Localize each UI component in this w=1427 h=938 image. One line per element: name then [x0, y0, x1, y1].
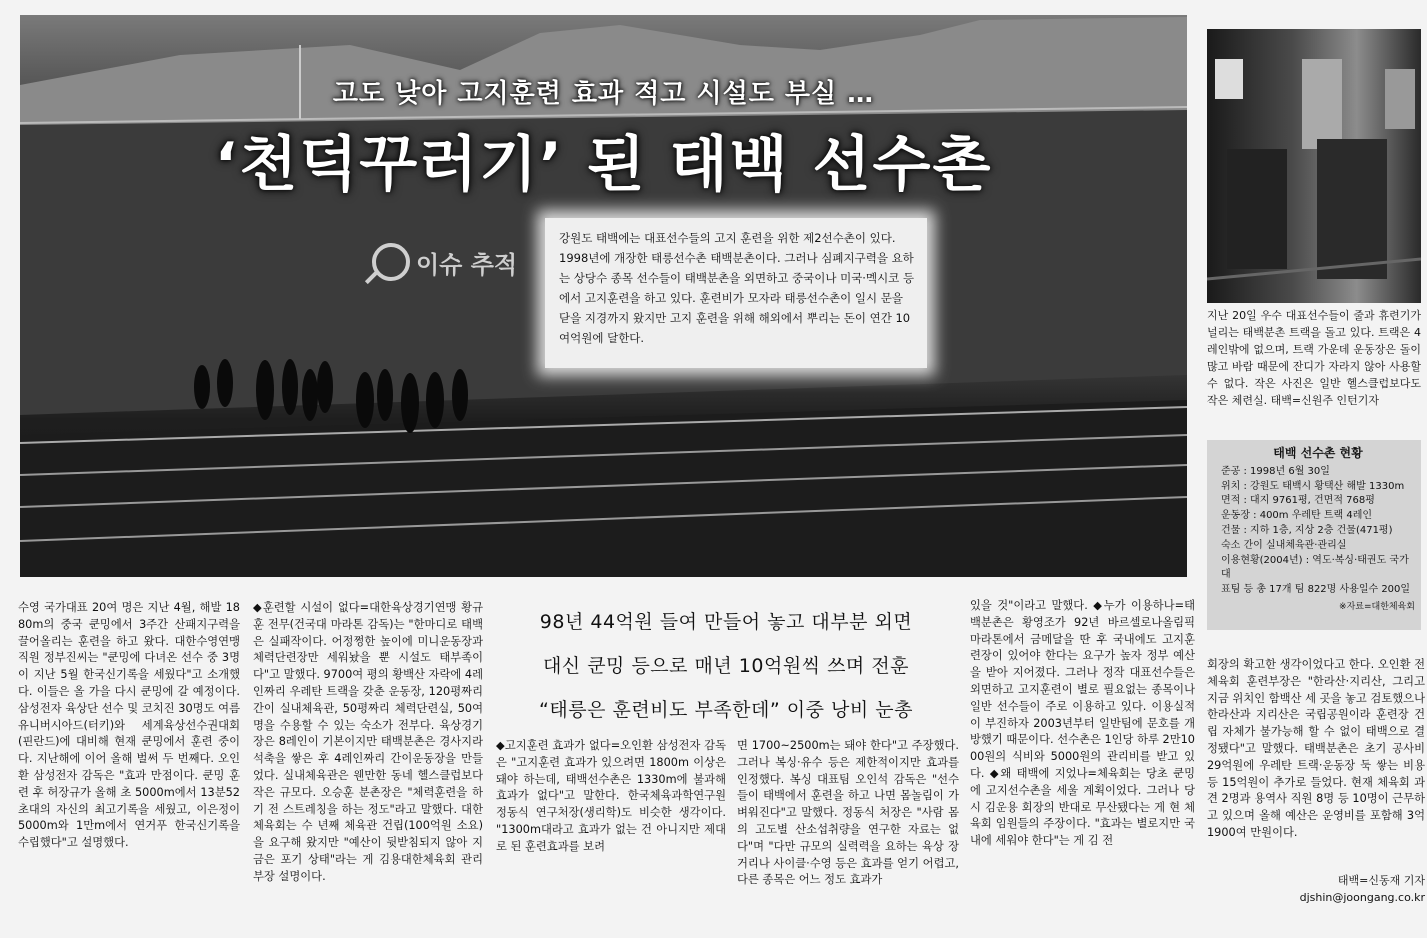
byline — [1250, 872, 1425, 906]
kicker: 고도 낮아 고지훈련 효과 적고 시설도 부실 … — [332, 79, 875, 109]
byline-email: djshin@joongang.co.kr — [1299, 891, 1425, 904]
info-line: 면적 : 대지 9761평, 건면적 768평 — [1221, 495, 1375, 507]
gym-illustration — [1207, 29, 1421, 303]
info-line: 건물 : 지하 1층, 지상 2층 건물(471평) — [1221, 524, 1393, 536]
side-photo-caption: 지난 20일 우수 대표선수들이 줄과 휴련기가 널리는 태백분촌 트랙을 돌고 있다. 트랙은 4레인밖에 없으며, 트랙 가운데 운동장은 돌이 많고 바람 때문에 잔디가 자라지 않아 사용할 수 없다. 작은 사진은 일반 헬스클럽보다도 작은 체련실. 태백=신원주 인턴기자 — [1207, 309, 1421, 407]
subheadline — [496, 600, 956, 732]
info-line: 표팀 등 총 17개 팀 822명 사용일수 200일 — [1221, 584, 1411, 596]
subhead-line: 98년 44억원 들여 만들어 놓고 대부분 외면 — [539, 611, 913, 633]
article-column-5: 있을 것"이라고 말했다. ◆누가 이용하나=태백분촌은 황영조가 92년 바르셀로나올림픽 마라톤에서 금메달을 딴 후 국내에도 고지훈련장이 있어야 한다는 요구가 높자 정부 예산을 받아 지어졌다. 그러나 정작 대표선수들은 외면하고 고지훈련이 별로 필요없는 종목이나 일반 선수들이 주로 이용하고 있다. 이용실적이 부진하자 2003년부터 일반팀에 문호를 개방했기 때문이다. 선수촌은 1인당 하루 2만1000원의 식비와 5000원의 관리비를 받고 있다. ◆왜 태백에 지었나=체육회는 당초 쿤밍에 고지선수촌을 세울 계획이었다. 그러나 당시 김운용 회장의 반대로 무산됐다는 게 현 체육회 임원들의 주장이다. "효과는 별로지만 국내에 세워야 한다"는 게 김 전 — [970, 599, 1195, 848]
subhead-line: “태릉은 훈련비도 부족한데” 이중 낭비 눈총 — [539, 699, 913, 721]
subhead-line: 대신 쿤밍 등으로 매년 10억원씩 쓰며 전훈 — [542, 655, 910, 677]
article-column-2: ◆훈련할 시설이 없다=대한육상경기연맹 황규훈 전무(건국대 마라톤 감독)는 "한마디로 태백은 실패작이다. 어정쩡한 높이에 미니운동장과 체력단련장만 세워놨을 뿐 시설도 태부족이다"고 말했다. 9700여 평의 황백산 자락에 4레인짜리 우레탄 트랙을 갖춘 운동장, 120평짜리 간이 실내체육관, 50평짜리 체력단련실, 50여 명을 수용할 수 있는 숙소가 전부다. 육상경기장은 8레인이 기본이지만 태백분촌은 경사지라 석축을 쌓은 후 4레인짜리 간이운동장을 만들었다. 실내체육관은 웬만한 동네 헬스클럽보다 작은 규모다. 오승훈 분촌장은 "체력훈련을 하기 전 스트레칭을 하는 정도"라고 말했다. 대한체육회는 수 년째 체육관 건립(100억원 소요)을 요구해 왔지만 "예산이 뒷받침되지 않아 지금은 포기 상태"라는 게 김용대한체육회 관리부장 설명이다. — [253, 601, 483, 883]
issue-tag-label: 이슈 추적 — [416, 250, 518, 279]
info-box-source: ※자료=대한체육회 — [1339, 601, 1415, 612]
headline: ‘천덕꾸러기’ 된 태백 선수촌 — [214, 130, 993, 200]
info-box — [1207, 440, 1421, 630]
article-column-1: 수영 국가대표 20여 명은 지난 4월, 해발 1880m의 중국 쿤밍에서 3주간 산패지구력을 끌어올리는 훈련을 하고 왔다. 대한수영연맹 직원 정부진씨는 "쿤밍에 다녀온 선수 중 3명이 지난 5월 한국신기록을 세웠다"고 소개했다. 이들은 올 가을 다시 쿤밍에 갈 예정이다. 삼성전자 육상단 선수 및 코치진 30명도 여름유니버시아드(터키)와 세계육상선수권대회(핀란드)에 대비해 현재 쿤밍에서 훈련 중이다. 지난해에 이어 올해 벌써 두 번째다. 오인환 삼성전자 감독은 "효과 만점이다. 쿤밍 훈련 후 허장규가 올해 초 5000m에서 13분52초대의 자신의 최고기록을 세웠고, 이은정이 5000m와 1만m에서 연거푸 한국신기록을 수립했다"고 설명했다. — [18, 601, 240, 850]
article-column-4: 면 1700~2500m는 돼야 한다"고 주장했다. 그러나 복싱·유수 등은 제한적이지만 효과를 인정했다. 복싱 대표팀 오인석 감독은 "선수들이 태백에서 훈련을 하고 나면 몸놀림이 가벼워진다"고 말했다. 정동식 처장은 "사람 몸의 고도별 산소섭취량을 연구한 자료는 없다"며 "다만 규모의 실력력을 요하는 육상 장거리나 사이클·수영 등은 효과를 얻기 어렵고, 다른 종목은 어느 정도 효과가 — [737, 739, 959, 887]
info-box-title: 태백 선수촌 현황 — [1273, 446, 1363, 460]
side-photo-gym — [1207, 29, 1421, 303]
magnifier-icon — [372, 243, 410, 281]
article-column-6: 회장의 확고한 생각이었다고 한다. 오인환 전 체육회 훈련부장은 "한라산·지리산, 그리고 지금 위치인 함백산 세 곳을 놓고 검토했으나 한라산과 지리산은 국립공원이라 훈련장 건립 자체가 불가능해 할 수 없이 태백으로 결정됐다"고 말했다. 태백분촌은 초기 공사비 29억원에 우레탄 트랙·운동장 둑 쌓는 비용 등 15억원이 추가로 들었다. 현재 체육회 과견 2명과 용역사 직원 8명 등 10명이 근무하고 있으며 올해 예산은 운영비를 포함해 3억1900여 만원이다. — [1207, 658, 1425, 839]
info-line: 운동장 : 400m 우레탄 트랙 4레인 — [1221, 510, 1373, 522]
info-line: 준공 : 1998년 6월 30일 — [1221, 465, 1330, 477]
byline-name: 태백=신동재 기자 — [1337, 874, 1425, 887]
info-line: 위치 : 강원도 태백시 황택산 해발 1330m — [1221, 480, 1405, 492]
info-line: 이용현황(2004년) : 역도·복싱·태권도 국가대 — [1221, 554, 1409, 581]
lead-summary: 강원도 태백에는 대표선수들의 고지 훈련을 위한 제2선수촌이 있다. 1998년에 개장한 태릉선수촌 태백분촌이다. 그러나 심폐지구력을 요하는 상당수 종목 선수들이 태백분촌을 외면하고 중국이나 미국·멕시코 등에서 고지훈련을 하고 있다. 훈련비가 모자라 태릉선수촌이 일시 문을 닫을 지경까지 왔지만 고지 훈련을 위해 해외에서 뿌리는 돈이 연간 10여억원에 달한다. — [545, 218, 927, 368]
issue-tag — [372, 243, 517, 281]
article-column-3: ◆고지훈련 효과가 없다=오인환 삼성전자 감독은 "고지훈련 효과가 있으려면 1800m 이상은 돼야 하는데, 태백선수촌은 1330m에 불과해 효과가 없다"고 말한다. 한국체육과학연구원 정동식 연구처장(생리학)도 비슷한 생각이다. "1300m대라고 효과가 없는 건 아니지만 제대로 된 훈련효과를 보려 — [496, 739, 726, 853]
info-line: 숙소 간이 실내체육관·관리실 — [1221, 539, 1347, 551]
